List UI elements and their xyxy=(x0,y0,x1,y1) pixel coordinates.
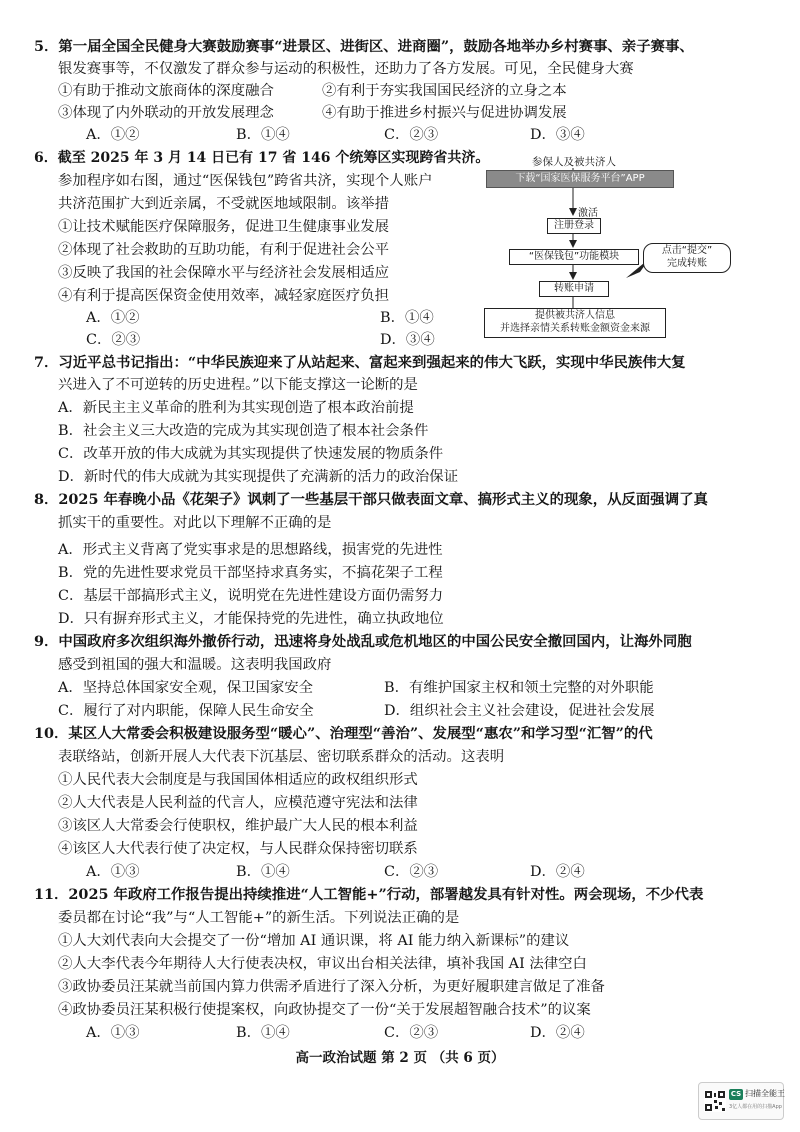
qr-code-icon xyxy=(704,1090,726,1112)
flowchart-callout xyxy=(643,243,731,273)
q11-statement-3: ③政协委员汪某就当前国内算力供需矛盾进行了深入分析，为更好履职建言做足了准备 xyxy=(58,979,605,995)
q6-option-b: B．①④ xyxy=(380,310,434,326)
flowchart-title: 参保人及被共济人 xyxy=(532,156,616,168)
q8-option-b: B．党的先进性要求党员干部坚持求真务实，不搞花架子工程 xyxy=(58,565,443,581)
q9-option-c: C．履行了对内职能，保障人民生命安全 xyxy=(58,703,314,719)
q8-option-a: A．形式主义背离了党实事求是的思想路线，损害党的先进性 xyxy=(58,542,443,558)
q11-option-c: C．②③ xyxy=(384,1025,439,1041)
q5-statement-1: ①有助于推动文旅商体的深度融合 xyxy=(58,83,274,99)
q6-stem-line-2: 参加程序如右图，通过“医保钱包”跨省共济，实现个人账户 xyxy=(58,173,433,189)
q10-option-c: C．②③ xyxy=(384,864,439,880)
q11-option-b: B．①④ xyxy=(236,1025,290,1041)
q9-option-b: B．有维护国家主权和领土完整的对外职能 xyxy=(384,680,654,696)
q8-stem-line-1: 8．2025 年春晚小品《花架子》讽刺了一些基层干部只做表面文章、搞形式主义的现象，从反面强调了真 xyxy=(34,491,708,508)
q5-statement-2: ②有利于夯实我国国民经济的立身之本 xyxy=(322,83,567,99)
q11-statement-1: ①人大刘代表向大会提交了一份“增加 AI 通识课，将 AI 能力纳入新课标”的建议 xyxy=(58,933,570,949)
q8-option-d: D．只有摒弃形式主义，才能保持党的先进性，确立执政地位 xyxy=(58,611,444,627)
q6-stem-line-1: 6．截至 2025 年 3 月 14 日已有 17 省 146 个统筹区实现跨省共济。 xyxy=(34,150,490,166)
q6-statement-4: ④有利于提高医保资金使用效率，减轻家庭医疗负担 xyxy=(58,288,389,304)
page-footer: 高一政治试题 第 2 页 （共 6 页） xyxy=(295,1050,505,1066)
flowchart-final-box xyxy=(484,308,666,338)
flowchart-register-box: 注册登录 xyxy=(547,218,601,234)
q6-statement-3: ③反映了我国的社会保障水平与经济社会发展相适应 xyxy=(58,265,389,281)
scanner-watermark xyxy=(698,1082,784,1120)
camscanner-logo: CS xyxy=(730,1090,742,1098)
q10-stem-line-1: 10．某区人大常委会积极建设服务型“暖心”、治理型“善治”、发展型“惠农”和学习型“汇智”的代 xyxy=(34,725,653,742)
q10-statement-3: ③该区人大常委会行使职权，维护最广大人民的根本利益 xyxy=(58,818,418,834)
q11-stem-line-1: 11．2025 年政府工作报告提出持续推进“人工智能+”行动，部署越发具有针对性。两会现场，不少代表 xyxy=(34,886,704,903)
q10-statement-4: ④该区人大代表行使了决定权，与人民群众保持密切联系 xyxy=(58,841,418,857)
flowchart-activate-label: 激活 xyxy=(578,208,598,219)
q9-option-d: D．组织社会主义社会建设，促进社会发展 xyxy=(384,703,655,719)
q11-statement-4: ④政协委员汪某积极行使提案权，向政协提交了一份“关于发展超智融合技术”的议案 xyxy=(58,1002,591,1018)
q7-option-d: D．新时代的伟大成就为其实现提供了充满新的活力的政治保证 xyxy=(58,469,459,485)
q11-statement-2: ②人大李代表今年期待人大行使表决权，审议出台相关法律，填补我国 AI 法律空白 xyxy=(58,956,587,972)
q10-stem-line-2: 表联络站，创新开展人大代表下沉基层、密切联系群众的活动。这表明 xyxy=(58,749,505,765)
flowchart-apply-box: 转账申请 xyxy=(539,281,609,297)
q6-statement-2: ②体现了社会救助的互助功能，有利于促进社会公平 xyxy=(58,242,389,258)
q5-option-d: D．③④ xyxy=(530,127,585,143)
q9-stem-line-2: 感受到祖国的强大和温暖。这表明我国政府 xyxy=(58,657,332,673)
q5-statement-4: ④有助于推进乡村振兴与促进协调发展 xyxy=(322,105,567,121)
callout-line-2: 完成转账 xyxy=(667,258,707,269)
q6-option-c: C．②③ xyxy=(86,332,141,348)
q10-option-d: D．②④ xyxy=(530,864,585,880)
q10-statement-2: ②人大代表是人民利益的代言人，应模范遵守宪法和法律 xyxy=(58,795,418,811)
q6-stem-line-3: 共济范围扩大到近亲属，不受就医地域限制。该举措 xyxy=(58,196,389,212)
q7-stem-line-2: 兴进入了不可逆转的历史进程。”以下能支撑这一论断的是 xyxy=(58,377,418,393)
q11-stem-line-2: 委员都在讨论“我”与“人工智能+”的新生活。下列说法正确的是 xyxy=(58,910,460,926)
q5-stem-line-2: 银发赛事等，不仅激发了群众参与运动的积极性，还助力了各方发展。可见，全民健身大赛 xyxy=(58,61,634,77)
q10-option-a: A．①③ xyxy=(86,864,140,880)
final-line-1: 提供被共济人信息 xyxy=(535,310,615,321)
final-line-2: 并选择亲情关系转账金额资金来源 xyxy=(500,323,650,334)
q7-option-a: A．新民主主义革命的胜利为其实现创造了根本政治前提 xyxy=(58,400,414,416)
q10-option-b: B．①④ xyxy=(236,864,290,880)
q7-stem-line-1: 7．习近平总书记指出：“中华民族迎来了从站起来、富起来到强起来的伟大飞跃，实现中华民族伟大复 xyxy=(34,354,686,371)
scanner-tagline: 3亿人都在用的扫描App xyxy=(729,1104,782,1110)
q5-option-a: A．①② xyxy=(86,127,140,143)
q5-option-c: C．②③ xyxy=(384,127,439,143)
q5-option-b: B．①④ xyxy=(236,127,290,143)
flowchart-download-box: 下载“国家医保服务平台”APP xyxy=(486,170,674,188)
q11-option-d: D．②④ xyxy=(530,1025,585,1041)
q9-stem-line-1: 9．中国政府多次组织海外撤侨行动，迅速将身处战乱或危机地区的中国公民安全撤回国内，让海外同胞 xyxy=(34,633,692,650)
callout-line-1: 点击“提交” xyxy=(661,245,713,256)
q6-option-a: A．①② xyxy=(86,310,140,326)
q7-option-c: C．改革开放的伟大成就为其实现提供了快速发展的物质条件 xyxy=(58,446,444,462)
q6-statement-1: ①让技术赋能医疗保障服务，促进卫生健康事业发展 xyxy=(58,219,389,235)
scanner-name: 扫描全能王 xyxy=(745,1089,785,1098)
q9-option-a: A．坚持总体国家安全观，保卫国家安全 xyxy=(58,680,314,696)
flowchart-wallet-box: “医保钱包”功能模块 xyxy=(509,249,639,265)
q8-stem-line-2: 抓实干的重要性。对此以下理解不正确的是 xyxy=(58,515,332,531)
q5-statement-3: ③体现了内外联动的开放发展理念 xyxy=(58,105,274,121)
q8-option-c: C．基层干部搞形式主义，说明党在先进性建设方面仍需努力 xyxy=(58,588,444,604)
q11-option-a: A．①③ xyxy=(86,1025,140,1041)
q6-option-d: D．③④ xyxy=(380,332,435,348)
q7-option-b: B．社会主义三大改造的完成为其实现创造了根本社会条件 xyxy=(58,423,429,439)
q5-stem-line-1: 5．第一届全国全民健身大赛鼓励赛事“进景区、进街区、进商圈”，鼓励各地举办乡村赛事、亲子赛事、 xyxy=(34,38,694,55)
q10-statement-1: ①人民代表大会制度是与我国国体相适应的政权组织形式 xyxy=(58,772,418,788)
